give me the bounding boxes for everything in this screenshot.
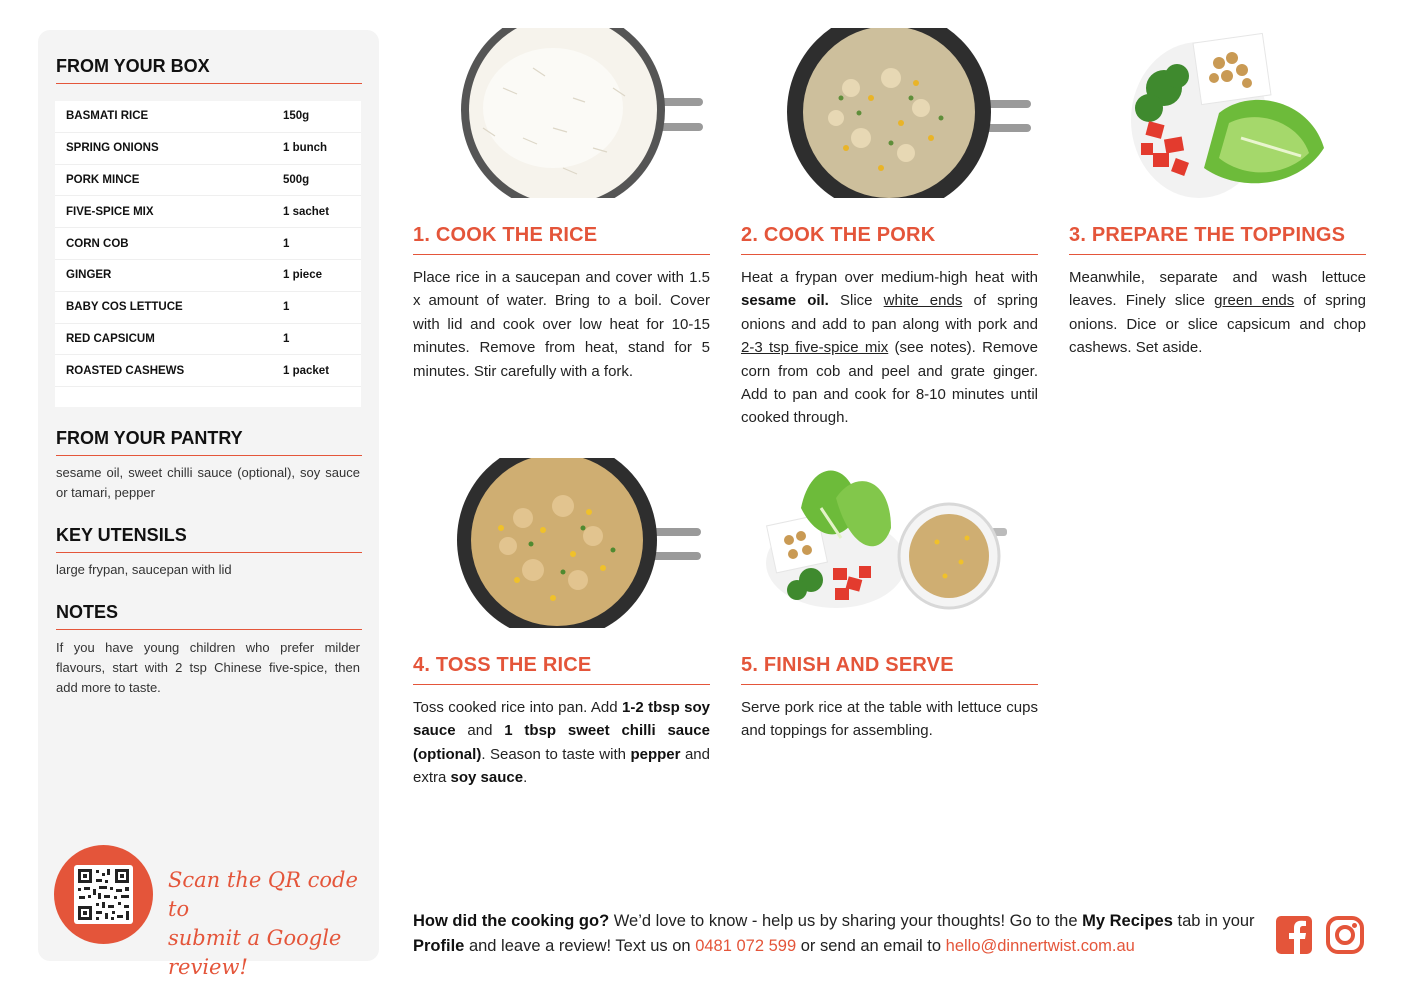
step-4-text: Toss cooked rice into pan. Add 1-2 tbsp soy sauce and 1 tbsp sweet chilli sauce (optional). Season to taste with pepper and extra soy sauce.	[413, 699, 710, 787]
step-5-text: Serve pork rice at the table with lettuce cups and toppings for assembling.	[741, 699, 1038, 740]
ingredient-row	[55, 292, 361, 324]
ingredient-row	[55, 355, 361, 387]
step-3-title: 3. PREPARE THE TOPPINGS	[1069, 224, 1366, 255]
ingredient-qty: 1 packet	[283, 364, 330, 377]
ingredient-qty: 1 sachet	[283, 205, 330, 218]
ingredient-name: BABY COS LETTUCE	[66, 301, 183, 314]
feedback-footer: How did the cooking go? We’d love to know - help us by sharing your thoughts! Go to the My Recipes tab in your Profile and leave a review! Text us on 0481 072 599 or send an email to hello@dinnertwist.com.au	[413, 912, 1255, 955]
ingredient-qty: 1 bunch	[283, 142, 328, 155]
step-4-image	[413, 458, 710, 628]
ingredient-qty: 1	[283, 332, 290, 345]
qr-badge[interactable]	[54, 845, 153, 944]
step-4-title: 4. TOSS THE RICE	[413, 654, 710, 685]
qr-caption	[168, 866, 368, 982]
ingredient-row	[55, 324, 361, 356]
step-1-title: 1. COOK THE RICE	[413, 224, 710, 255]
ingredient-name: PORK MINCE	[66, 173, 140, 186]
box-title: FROM YOUR BOX	[56, 56, 362, 84]
ingredient-name: CORN COB	[66, 237, 129, 250]
ingredient-qty: 1 piece	[283, 269, 322, 282]
utensils-title: KEY UTENSILS	[56, 525, 362, 553]
step-3-image	[1069, 28, 1366, 198]
step-5-image	[741, 458, 1038, 628]
ingredient-table	[55, 101, 361, 407]
notes-text: If you have young children who prefer milder flavours, start with 2 tsp Chinese five-spice, then add more to taste.	[56, 640, 360, 695]
qr-caption-line1: Scan the QR code to	[168, 868, 358, 921]
facebook-icon[interactable]	[1276, 916, 1312, 959]
step-1-text: Place rice in a saucepan and cover with 1.5 x amount of water. Bring to a boil. Cover with lid and cook over low heat for 10-15 minutes. Remove from heat, stand for 5 minutes. Stir carefully with a fork.	[413, 269, 710, 380]
ingredient-name: SPRING ONIONS	[66, 142, 159, 155]
qr-code-icon[interactable]	[74, 865, 133, 924]
ingredient-row	[55, 133, 361, 165]
ingredient-name: RED CAPSICUM	[66, 332, 155, 345]
ingredient-row	[55, 101, 361, 133]
qr-caption-line2: submit a Google review!	[168, 926, 342, 979]
notes-title: NOTES	[56, 602, 362, 630]
ingredient-name: ROASTED CASHEWS	[66, 364, 185, 377]
ingredient-name: GINGER	[66, 269, 112, 282]
ingredient-qty: 1	[283, 301, 290, 314]
pantry-text: sesame oil, sweet chilli sauce (optional), soy sauce or tamari, pepper	[56, 465, 360, 500]
step-3-text: Meanwhile, separate and wash lettuce leaves. Finely slice green ends of spring onions. Dice or slice capsicum and chop cashews. Set aside.	[1069, 269, 1366, 357]
step-2-image	[741, 28, 1038, 198]
pantry-title: FROM YOUR PANTRY	[56, 428, 362, 456]
ingredient-row	[55, 196, 361, 228]
ingredient-name: BASMATI RICE	[66, 110, 149, 123]
ingredient-row	[55, 165, 361, 197]
email-link[interactable]: hello@dinnertwist.com.au	[945, 937, 1135, 955]
ingredient-row	[55, 260, 361, 292]
phone-link[interactable]: 0481 072 599	[695, 937, 797, 955]
ingredient-qty: 500g	[283, 173, 310, 186]
ingredient-qty: 150g	[283, 110, 310, 123]
ingredient-name: FIVE-SPICE MIX	[66, 205, 154, 218]
instagram-icon[interactable]	[1326, 916, 1364, 959]
ingredient-row	[55, 228, 361, 260]
step-1-image	[413, 28, 710, 198]
sidebar	[38, 30, 379, 979]
step-5-title: 5. FINISH AND SERVE	[741, 654, 1038, 685]
ingredient-qty: 1	[283, 237, 290, 250]
step-2-text: Heat a frypan over medium-high heat with sesame oil. Slice white ends of spring onions and add to pan along with pork and 2-3 tsp five-spice mix (see notes). Remove corn from cob and peel and grate ginger. Add to pan and cook for 8-10 minutes until cooked through.	[741, 269, 1038, 427]
utensils-text: large frypan, saucepan with lid	[56, 562, 232, 577]
step-2-title: 2. COOK THE PORK	[741, 224, 1038, 255]
